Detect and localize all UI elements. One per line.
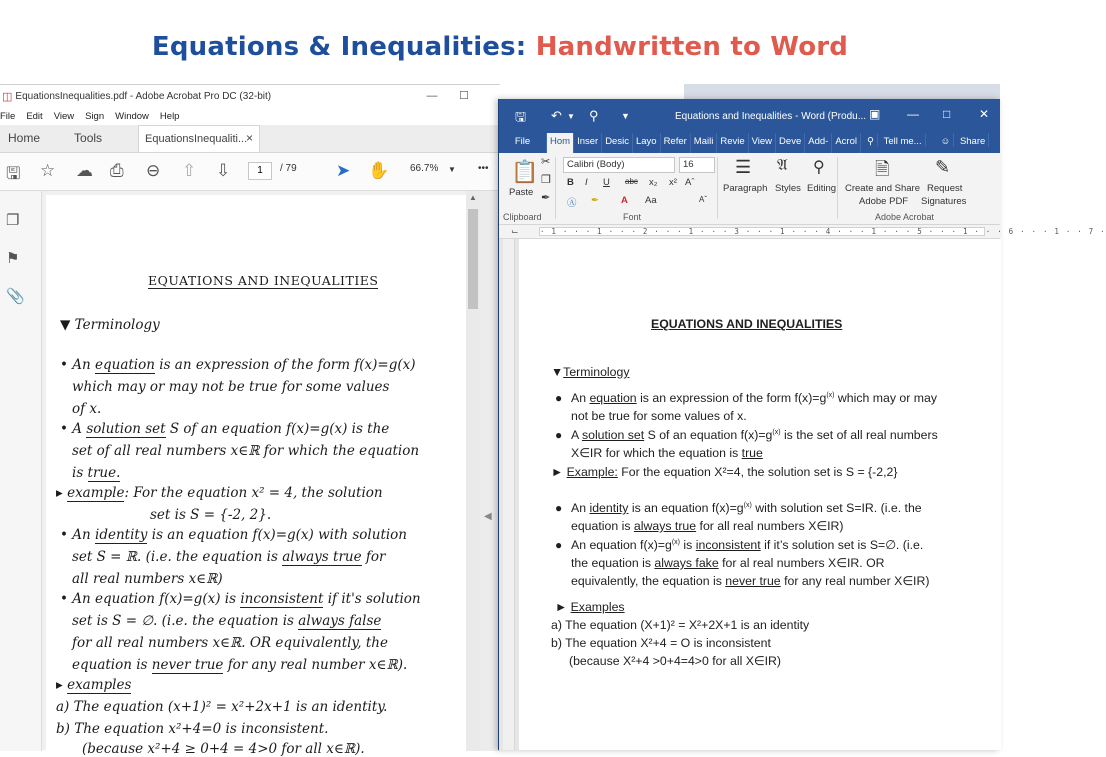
- menu-sign[interactable]: Sign: [85, 110, 105, 122]
- menu-window[interactable]: Window: [115, 110, 149, 122]
- bold-button[interactable]: B: [567, 177, 574, 188]
- hw-line: is true.: [72, 465, 121, 481]
- pdf-scrollbar[interactable]: [466, 191, 480, 751]
- tab-stop-icon[interactable]: ⌙: [511, 226, 519, 236]
- acrobat-menubar: [0, 107, 500, 125]
- editing-button[interactable]: Editing: [807, 183, 837, 194]
- tab-file[interactable]: File: [499, 133, 547, 153]
- zoom-level[interactable]: 66.7%: [410, 163, 439, 174]
- adobe-pdf-label[interactable]: Adobe PDF: [859, 196, 909, 207]
- hw-line: • A solution set S of an equation f(x)=g(x) is the: [60, 421, 390, 437]
- bullet-icon: ●: [555, 428, 563, 442]
- doc-bullet-line: the equation is always fake for al real numbers X∈IR. OR: [571, 556, 885, 570]
- close-icon[interactable]: [480, 85, 500, 107]
- person-icon: ☺: [938, 133, 955, 147]
- hw-terminology: ▼ Terminology: [60, 317, 160, 333]
- bullet-icon: ●: [555, 391, 563, 405]
- acrobat-sidebar: [0, 191, 42, 751]
- editing-icon[interactable]: ⚲: [813, 159, 825, 176]
- adobe-acrobat-group-label: Adobe Acrobat: [875, 212, 935, 222]
- scrollbar-thumb[interactable]: [468, 209, 478, 309]
- ribbon-separator: [837, 157, 838, 219]
- paste-icon[interactable]: 📋: [511, 159, 539, 184]
- styles-icon[interactable]: 𝔄: [777, 157, 788, 174]
- doc-bullet-line: equation is always true for all real numbers X∈IR): [571, 519, 844, 533]
- paste-label: Paste: [509, 187, 534, 198]
- doc-bullet-line: not be true for some values of x.: [571, 409, 747, 423]
- request-label[interactable]: Request: [927, 183, 963, 194]
- doc-bullet-line: An identity is an equation $f(x)=g^{(x)}$ with solution set S=IR. (i.e. the: [571, 501, 922, 515]
- cut-icon[interactable]: ✂: [541, 156, 551, 168]
- word-window: [498, 99, 1106, 750]
- font-size-select[interactable]: 16: [679, 157, 715, 173]
- ruler-scale: · 1 · · · 1 · · · 2 · · · 1 · · · 3 · · · 1 · · · 4 · · · 1 · · · 5 · · · 1 · · · 6 · · · 1 · · 7 ·: [540, 227, 1106, 236]
- hw-line: ▸ examples: [56, 677, 132, 693]
- create-pdf-icon[interactable]: 🗎: [875, 159, 890, 179]
- word-document-area: [499, 239, 1001, 750]
- menu-help[interactable]: Help: [159, 110, 180, 122]
- acrobat-window-title: EquationsInequalities.pdf - Adobe Acrobat Pro DC (32-bit): [15, 90, 272, 102]
- save-icon[interactable]: 🖫: [6, 164, 21, 183]
- tab-tools[interactable]: Tools: [74, 131, 103, 145]
- more-tools-icon[interactable]: •••: [478, 163, 489, 174]
- doc-example-a: a) The equation (X+1)² = X²+2X+1 is an identity: [551, 618, 810, 632]
- signatures-label[interactable]: Signatures: [921, 196, 967, 207]
- acrobat-titlebar: [0, 85, 500, 107]
- doc-title: EQUATIONS AND INEQUALITIES: [651, 317, 843, 331]
- minimize-icon[interactable]: —: [907, 107, 919, 121]
- font-color-icon[interactable]: A: [621, 195, 628, 206]
- expand-pane-icon[interactable]: ◀: [484, 511, 492, 522]
- maximize-icon[interactable]: ☐: [459, 90, 469, 102]
- word-window-title: Equations and Inequalities - Word (Produ...: [675, 111, 867, 122]
- page-total: / 79: [280, 163, 297, 174]
- tab-acrobat[interactable]: Acrol: [832, 133, 861, 153]
- arrow-bullet-icon: ►: [551, 465, 564, 479]
- menu-file[interactable]: File: [0, 110, 16, 122]
- lightbulb-icon: ⚲: [864, 133, 878, 147]
- hw-line: which may or may not be true for some values: [72, 379, 390, 395]
- doc-example-c: (because X²+4 >0+4=4>0 for all X∈IR): [569, 654, 782, 668]
- scroll-up-icon[interactable]: ▲: [469, 193, 477, 202]
- hw-title: EQUATIONS AND INEQUALITIES: [148, 273, 379, 288]
- hw-line: set of all real numbers x∈ℝ for which the equation: [72, 443, 420, 459]
- hw-line: of x.: [72, 401, 102, 417]
- hw-line: (because x²+4 ≥ 0+4 = 4>0 for all x∈ℝ).: [82, 741, 365, 757]
- cloud-upload-icon[interactable]: ☁: [76, 161, 93, 180]
- tab-layout[interactable]: Layo: [633, 133, 661, 153]
- hw-line: set is S = {-2, 2}.: [150, 507, 272, 523]
- change-case-icon[interactable]: Aa: [645, 195, 657, 206]
- hw-line: set S = ℝ. (i.e. the equation is always true for: [72, 549, 386, 565]
- customize-toolbar-icon[interactable]: ▼: [621, 111, 630, 121]
- word-page[interactable]: [519, 239, 1001, 750]
- format-painter-icon[interactable]: ✒: [541, 192, 551, 204]
- menu-view[interactable]: View: [53, 110, 75, 122]
- acrobat-window-controls: [416, 85, 500, 107]
- acrobat-tabs: [0, 125, 500, 153]
- undo-dropdown-icon[interactable]: ▼: [567, 112, 575, 121]
- zoom-out-icon[interactable]: ⊖: [146, 161, 161, 180]
- word-ribbon: [499, 153, 1000, 225]
- tab-insert[interactable]: Inser: [574, 133, 602, 153]
- tab-home[interactable]: Home: [8, 131, 41, 145]
- tab-close-icon[interactable]: ×: [246, 131, 254, 145]
- acrobat-toolbar: [0, 153, 500, 191]
- tab-document-label: EquationsInequaliti...: [145, 133, 248, 145]
- ribbon-separator: [555, 157, 556, 219]
- doc-bullet-line: An equation $f(x)=g^{(x)}$ is inconsistent if it’s solution set is S=∅. (i.e.: [571, 538, 924, 552]
- paragraph-button[interactable]: Paragraph: [723, 183, 768, 194]
- ribbon-separator: [717, 157, 718, 219]
- tab-developer[interactable]: Deve: [776, 133, 805, 153]
- maximize-icon[interactable]: □: [943, 107, 951, 121]
- tell-me-search[interactable]: ⚲ Tell me...: [861, 133, 929, 153]
- italic-button[interactable]: I: [585, 177, 588, 188]
- tab-mailings[interactable]: Maili: [691, 133, 718, 153]
- request-signatures-icon[interactable]: ✎: [935, 157, 951, 177]
- horizontal-ruler[interactable]: [499, 225, 1106, 239]
- paragraph-icon[interactable]: ☰: [735, 157, 752, 177]
- shrink-font-icon[interactable]: Aˇ: [699, 195, 707, 204]
- minimize-icon[interactable]: —: [426, 90, 438, 102]
- tab-document[interactable]: [138, 125, 260, 152]
- hw-line: ▸ example: For the equation x² = 4, the solution: [56, 485, 383, 501]
- hw-line: b) The equation x²+4=0 is inconsistent.: [56, 721, 329, 737]
- highlight-icon[interactable]: ✒: [591, 195, 599, 206]
- banner-title-part2: Handwritten to Word: [535, 32, 849, 62]
- pdf-page: [46, 195, 466, 757]
- banner-title: [0, 32, 1000, 62]
- bookmark-star-icon[interactable]: ☆: [40, 161, 56, 180]
- page-thumbnails-icon[interactable]: ❐: [6, 212, 20, 229]
- strikethrough-button[interactable]: abc: [625, 177, 638, 186]
- share-button[interactable]: ☺ Share: [935, 133, 993, 153]
- vertical-ruler: [503, 239, 515, 750]
- word-titlebar: [499, 99, 1000, 133]
- clipboard-group-label: Clipboard: [503, 212, 542, 222]
- doc-example-line: ► Example: For the equation X²=4, the solution set is S = {-2,2}: [551, 465, 898, 479]
- word-ribbon-tabs: [499, 133, 1000, 153]
- doc-bullet-line: A solution set S of an equation $f(x)=g^{(x)}$ is the set of all real numbers: [571, 428, 938, 442]
- tab-home[interactable]: Hom: [547, 133, 574, 153]
- hw-line: • An equation is an expression of the form f(x)=g(x): [60, 357, 416, 373]
- pdf-icon: ◫: [2, 90, 13, 103]
- doc-heading-terminology: ▼Terminology: [551, 365, 630, 379]
- hw-line: a) The equation (x+1)² = x²+2x+1 is an identity.: [56, 699, 388, 715]
- styles-button[interactable]: Styles: [775, 183, 801, 194]
- banner-title-part1: Equations & Inequalities:: [151, 32, 527, 62]
- page-up-icon[interactable]: ⇧: [182, 161, 197, 180]
- tab-design[interactable]: Desic: [602, 133, 633, 153]
- close-icon[interactable]: ✕: [979, 107, 990, 121]
- underline-button[interactable]: U: [603, 177, 610, 188]
- doc-bullet-line: X∈IR for which the equation is true: [571, 446, 763, 460]
- hw-line: equation is never true for any real number x∈ℝ).: [72, 657, 408, 673]
- create-share-label[interactable]: Create and Share: [845, 183, 920, 194]
- arrow-bullet-icon: ►: [555, 600, 568, 614]
- hand-tool-icon[interactable]: ✋: [368, 161, 390, 180]
- attachment-icon[interactable]: 📎: [6, 288, 25, 305]
- banner: [0, 0, 1000, 84]
- page-number-input[interactable]: 1: [248, 162, 272, 180]
- menu-edit[interactable]: Edit: [26, 110, 43, 122]
- tab-view[interactable]: View: [749, 133, 776, 153]
- doc-examples-heading: ► Examples: [555, 600, 625, 614]
- doc-bullet-line: An equation is an expression of the form $f(x)=g^{(x)}$ which may or may: [571, 391, 938, 405]
- background-window-strip: [684, 84, 1000, 100]
- page-down-icon[interactable]: ⇩: [216, 161, 231, 180]
- bookmarks-icon[interactable]: ⚑: [6, 250, 20, 267]
- acrobat-right-pane: [480, 191, 500, 751]
- font-name-select[interactable]: Calibri (Body): [563, 157, 675, 173]
- copy-icon[interactable]: ❐: [541, 174, 551, 186]
- superscript-button[interactable]: x²: [669, 177, 677, 188]
- text-effects-icon[interactable]: Ⓐ: [567, 198, 577, 209]
- hw-line: set is S = ∅. (i.e. the equation is always false: [72, 613, 382, 629]
- doc-bullet-line: equivalently, the equation is never true for any real number X∈IR): [571, 574, 930, 588]
- tab-review[interactable]: Revie: [717, 133, 748, 153]
- tab-add-ins[interactable]: Add-: [805, 133, 832, 153]
- save-icon[interactable]: 🖫: [515, 109, 527, 124]
- hw-line: all real numbers x∈ℝ): [72, 571, 223, 587]
- ribbon-display-icon[interactable]: ▣: [869, 107, 881, 121]
- select-cursor-icon[interactable]: ➤: [336, 161, 351, 180]
- hw-line: for all real numbers x∈ℝ. OR equivalently, the: [72, 635, 388, 651]
- print-preview-icon[interactable]: ⚲: [589, 108, 599, 123]
- acrobat-window: [0, 84, 500, 757]
- subscript-button[interactable]: x₂: [649, 177, 658, 188]
- bullet-icon: ●: [555, 501, 563, 515]
- hw-line: • An identity is an equation f(x)=g(x) with solution: [60, 527, 408, 543]
- bullet-icon: ●: [555, 538, 563, 552]
- collapse-triangle-icon[interactable]: ▼: [551, 365, 564, 379]
- hw-line: • An equation f(x)=g(x) is inconsistent if it's solution: [60, 591, 421, 607]
- grow-font-icon[interactable]: Aˆ: [685, 177, 695, 188]
- doc-example-b: b) The equation X²+4 = O is inconsistent: [551, 636, 771, 650]
- tab-references[interactable]: Refer: [661, 133, 691, 153]
- undo-icon[interactable]: ↶: [551, 108, 562, 123]
- zoom-dropdown-icon[interactable]: ▼: [448, 165, 456, 174]
- print-icon[interactable]: ⎙: [110, 161, 124, 180]
- font-group-label: Font: [623, 212, 642, 222]
